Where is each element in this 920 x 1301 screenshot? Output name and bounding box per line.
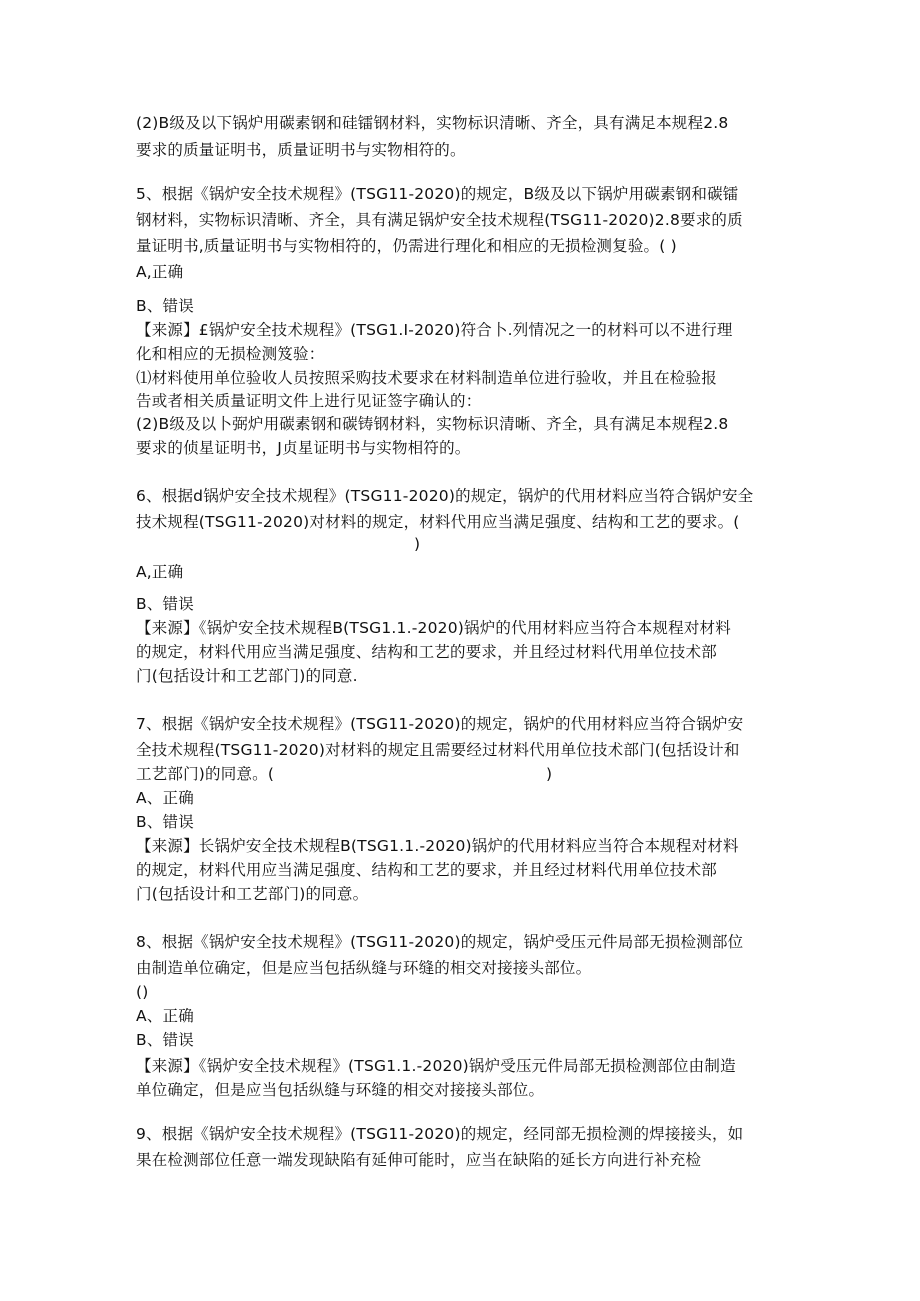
text-line: (2)B级及以下锅炉用碳素钢和硅镭钢材料，实物标识清晰、齐全，具有满足本规程2.8 — [136, 114, 729, 132]
question-6-option-b: B、错误 — [136, 595, 194, 613]
question-6-source: 的规定，材料代用应当满足强度、结构和工艺的要求，并且经过材料代用单位技术部 — [136, 643, 717, 661]
question-7-source: 的规定，材料代用应当满足强度、结构和工艺的要求，并且经过材料代用单位技术部 — [136, 861, 717, 879]
question-9-text: 果在检测部位任意一端发现缺陷有延伸可能时，应当在缺陷的延长方向进行补充检 — [136, 1151, 702, 1169]
question-8-text: 8、根据《锅炉安全技术规程》(TSG11-2020)的规定，锅炉受压元件局部无损检测部位 — [136, 933, 744, 951]
question-8-text: 由制造单位确定，但是应当包括纵缝与环缝的相交对接接头部位。 — [136, 959, 592, 977]
question-6-source: 【来源】《锅炉安全技术规程B(TSG1.1.-2020)锅炉的代用材料应当符合本规程对材料 — [136, 619, 731, 637]
question-7-text: 工艺部门)的同意。( — [136, 765, 275, 783]
question-5-source: 【来源】£锅炉安全技术规程》(TSG1.I-2020)符合卜.列情况之一的材料可以不进行理 — [136, 321, 733, 339]
question-7-source: 门(包括设计和工艺部门)的同意。 — [136, 885, 369, 903]
question-6-option-a: A,正确 — [136, 563, 184, 581]
question-5-source: ⑴材料使用单位验收人员按照采购技术要求在材料制造单位进行验收，并且在检验报 — [136, 369, 717, 387]
question-7-option-b: B、错误 — [136, 813, 194, 831]
question-8-text: () — [136, 983, 149, 1001]
question-5-text: 5、根据《锅炉安全技术规程》(TSG11-2020)的规定，B级及以下锅炉用碳素钢和碳镭 — [136, 185, 739, 203]
question-7-text: ) — [546, 765, 553, 783]
question-5-text: 量证明书,质量证明书与实物相符的，仍需进行理化和相应的无损检测复验。( ) — [136, 237, 677, 255]
question-7-option-a: A、正确 — [136, 789, 194, 807]
question-8-source: 【来源】《锅炉安全技术规程》(TSG1.1.-2020)锅炉受压元件局部无损检测部位由制造 — [136, 1057, 736, 1075]
question-5-source: (2)B级及以卜弼炉用碳素钢和碳铸钢材料，实物标识清晰、齐全，具有满足本规程2.8 — [136, 415, 729, 433]
question-8-source: 单位确定，但是应当包括纵缝与环缝的相交对接接头部位。 — [136, 1081, 545, 1099]
question-8-option-b: B、错误 — [136, 1031, 194, 1049]
question-7-source: 【来源】长锅炉安全技术规程B(TSG1.1.-2020)锅炉的代用材料应当符合本规程对材料 — [136, 837, 739, 855]
question-5-source: 要求的侦星证明书，J贞星证明书与实物相符的。 — [136, 439, 471, 457]
text-line: 要求的质量证明书，质量证明书与实物相符的。 — [136, 141, 466, 159]
question-6-text: ) — [414, 535, 421, 553]
question-7-text: 全技术规程(TSG11-2020)对材料的规定且需要经过材料代用单位技术部门(包括设计和 — [136, 741, 740, 759]
question-5-option-a: A,正确 — [136, 263, 184, 281]
question-9-text: 9、根据《锅炉安全技术规程》(TSG11-2020)的规定，经同部无损检测的焊接接头，如 — [136, 1125, 744, 1143]
question-5-option-b: B、错误 — [136, 297, 194, 315]
question-6-source: 门(包括设计和工艺部门)的同意. — [136, 667, 358, 685]
question-8-option-a: A、正确 — [136, 1007, 194, 1025]
question-6-text: 技术规程(TSG11-2020)对材料的规定，材料代用应当满足强度、结构和工艺的要求。( — [136, 513, 740, 531]
question-5-source: 化和相应的无损检测笈验： — [136, 345, 325, 363]
question-6-text: 6、根据d锅炉安全技术规程》(TSG11-2020)的规定，锅炉的代用材料应当符合锅炉安全 — [136, 487, 754, 505]
question-5-source: 告或者相关质量证明文件上进行见证签字确认的： — [136, 392, 482, 410]
question-5-text: 钢材料，实物标识清晰、齐全，具有满足锅炉安全技术规程(TSG11-2020)2.8要求的质 — [136, 211, 743, 229]
question-7-text: 7、根据《锅炉安全技术规程》(TSG11-2020)的规定，锅炉的代用材料应当符合锅炉安 — [136, 715, 744, 733]
